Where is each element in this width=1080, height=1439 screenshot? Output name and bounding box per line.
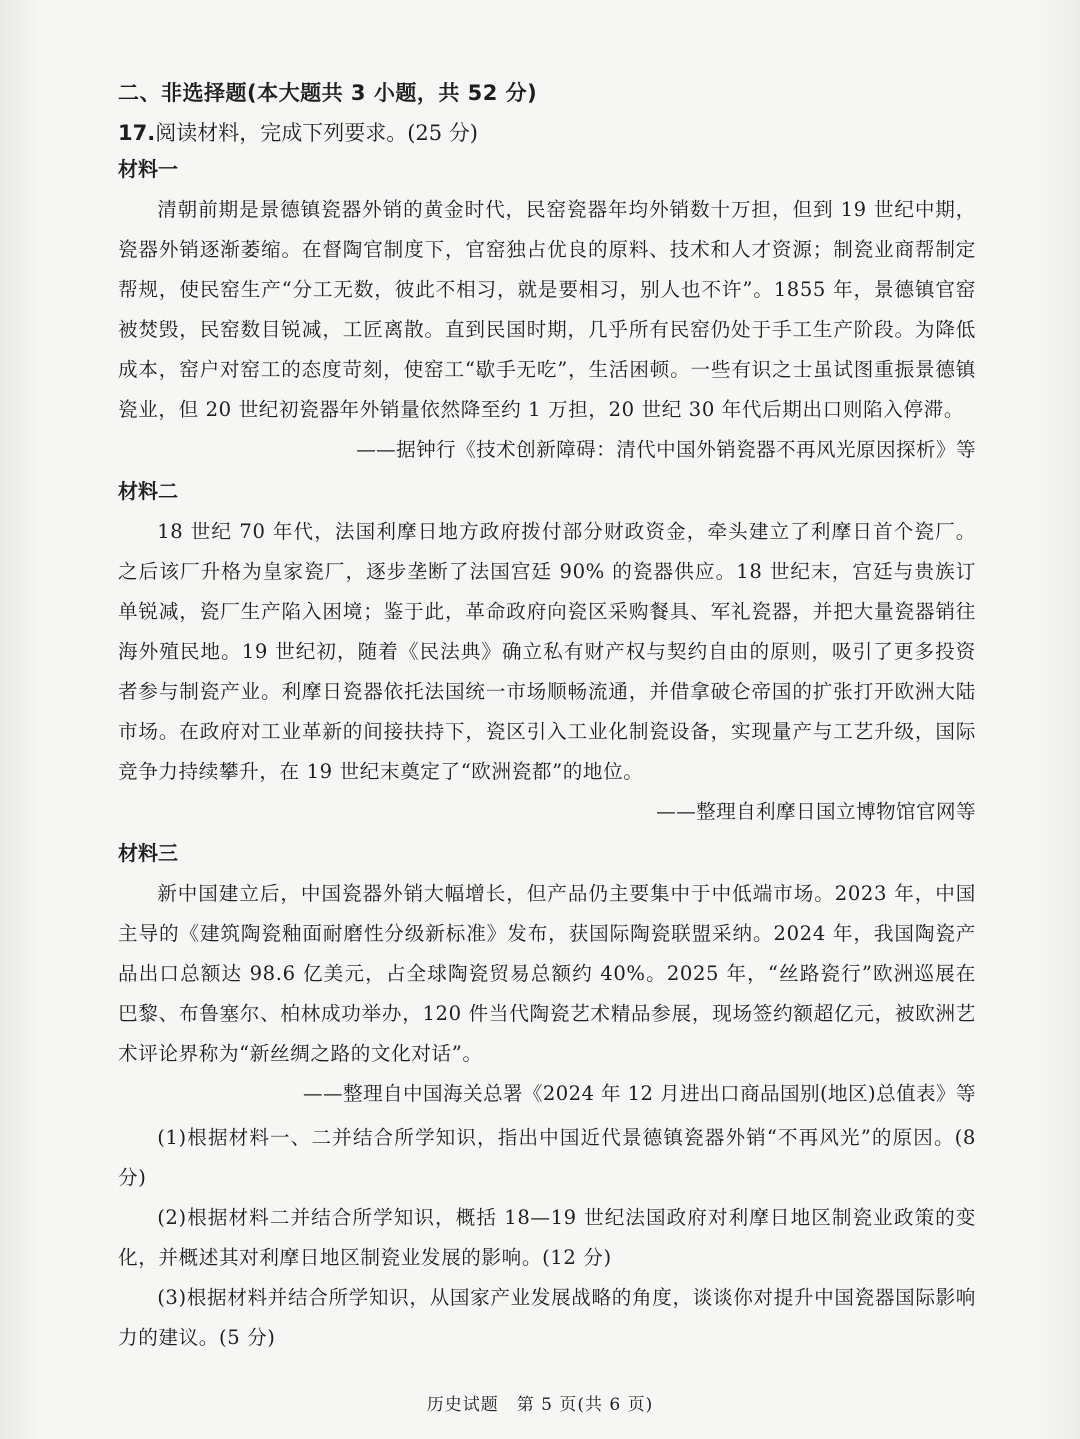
page-content [118, 78, 976, 1358]
question-instruction: 阅读材料，完成下列要求。(25 分) [155, 121, 478, 145]
material-label: 材料二 [118, 479, 178, 503]
question-number: 17. [118, 121, 156, 145]
material-text: 清朝前期是景德镇瓷器外销的黄金时代，民窑瓷器年均外销数十万担，但到 19 世纪中期，瓷器外销逐渐萎缩。在督陶官制度下，官窑独占优良的原料、技术和人才资源；制瓷业商帮制定帮规，使民窑生产“分工无数，彼此不相习，就是要相习，别人也不许”。1855 年，景德镇官窑被焚毁，民窑数目锐减，工匠离散。直到民国时期，几乎所有民窑仍处于手工生产阶段。为降低成本，窑户对窑工的态度苛刻，使窑工“歇手无吃”，生活困顿。一些有识之士虽试图重振景德镇瓷业，但 20 世纪初瓷器年外销量依然降至约 1 万担，20 世纪 30 年代后期出口则陷入停滞。 [118, 198, 976, 421]
material-text: 新中国建立后，中国瓷器外销大幅增长，但产品仍主要集中于中低端市场。2023 年，中国主导的《建筑陶瓷釉面耐磨性分级新标准》发布，获国际陶瓷联盟采纳。2024 年，我国陶瓷产品出口总额达 98.6 亿美元，占全球陶瓷贸易总额约 40%。2025 年，“丝路瓷行”欧洲巡展在巴黎、布鲁塞尔、柏林成功举办，120 件当代陶瓷艺术精品参展，现场签约额超亿元，被欧洲艺术评论界称为“新丝绸之路的文化对话”。 [118, 882, 976, 1065]
question-17-header [118, 118, 976, 148]
material-2 [118, 476, 976, 832]
material-1 [118, 154, 976, 470]
material-source: ——整理自利摩日国立博物馆官网等 [656, 800, 976, 823]
sub-question-3: (3)根据材料并结合所学知识，从国家产业发展战略的角度，谈谈你对提升中国瓷器国际影响力的建议。(5 分) [118, 1286, 976, 1349]
material-text: 18 世纪 70 年代，法国利摩日地方政府拨付部分财政资金，牵头建立了利摩日首个瓷厂。之后该厂升格为皇家瓷厂，逐步垄断了法国宫廷 90% 的瓷器供应。18 世纪末，宫廷与贵族订单锐减，瓷厂生产陷入困境；鉴于此，革命政府向瓷区采购餐具、军礼瓷器，并把大量瓷器销往海外殖民地。19 世纪初，随着《民法典》确立私有财产权与契约自由的原则，吸引了更多投资者参与制瓷产业。利摩日瓷器依托法国统一市场顺畅流通，并借拿破仑帝国的扩张打开欧洲大陆市场。在政府对工业革新的间接扶持下，瓷区引入工业化制瓷设备，实现量产与工艺升级，国际竞争力持续攀升，在 19 世纪末奠定了“欧洲瓷都”的地位。 [118, 520, 976, 783]
material-label: 材料三 [118, 841, 178, 865]
material-label: 材料一 [118, 157, 178, 181]
sub-question-2: (2)根据材料二并结合所学知识，概括 18—19 世纪法国政府对利摩日地区制瓷业政策的变化，并概述其对利摩日地区制瓷业发展的影响。(12 分) [118, 1206, 976, 1269]
page-footer: 历史试题 第 5 页(共 6 页) [426, 1395, 654, 1415]
material-source: ——整理自中国海关总署《2024 年 12 月进出口商品国别(地区)总值表》等 [303, 1082, 976, 1105]
section-title: 二、非选择题(本大题共 3 小题，共 52 分) [118, 81, 538, 105]
sub-question-1: (1)根据材料一、二并结合所学知识，指出中国近代景德镇瓷器外销“不再风光”的原因。(8 分) [118, 1126, 976, 1189]
sub-questions [118, 1118, 976, 1358]
material-source: ——据钟行《技术创新障碍：清代中国外销瓷器不再风光原因探析》等 [356, 438, 976, 461]
material-3 [118, 838, 976, 1114]
